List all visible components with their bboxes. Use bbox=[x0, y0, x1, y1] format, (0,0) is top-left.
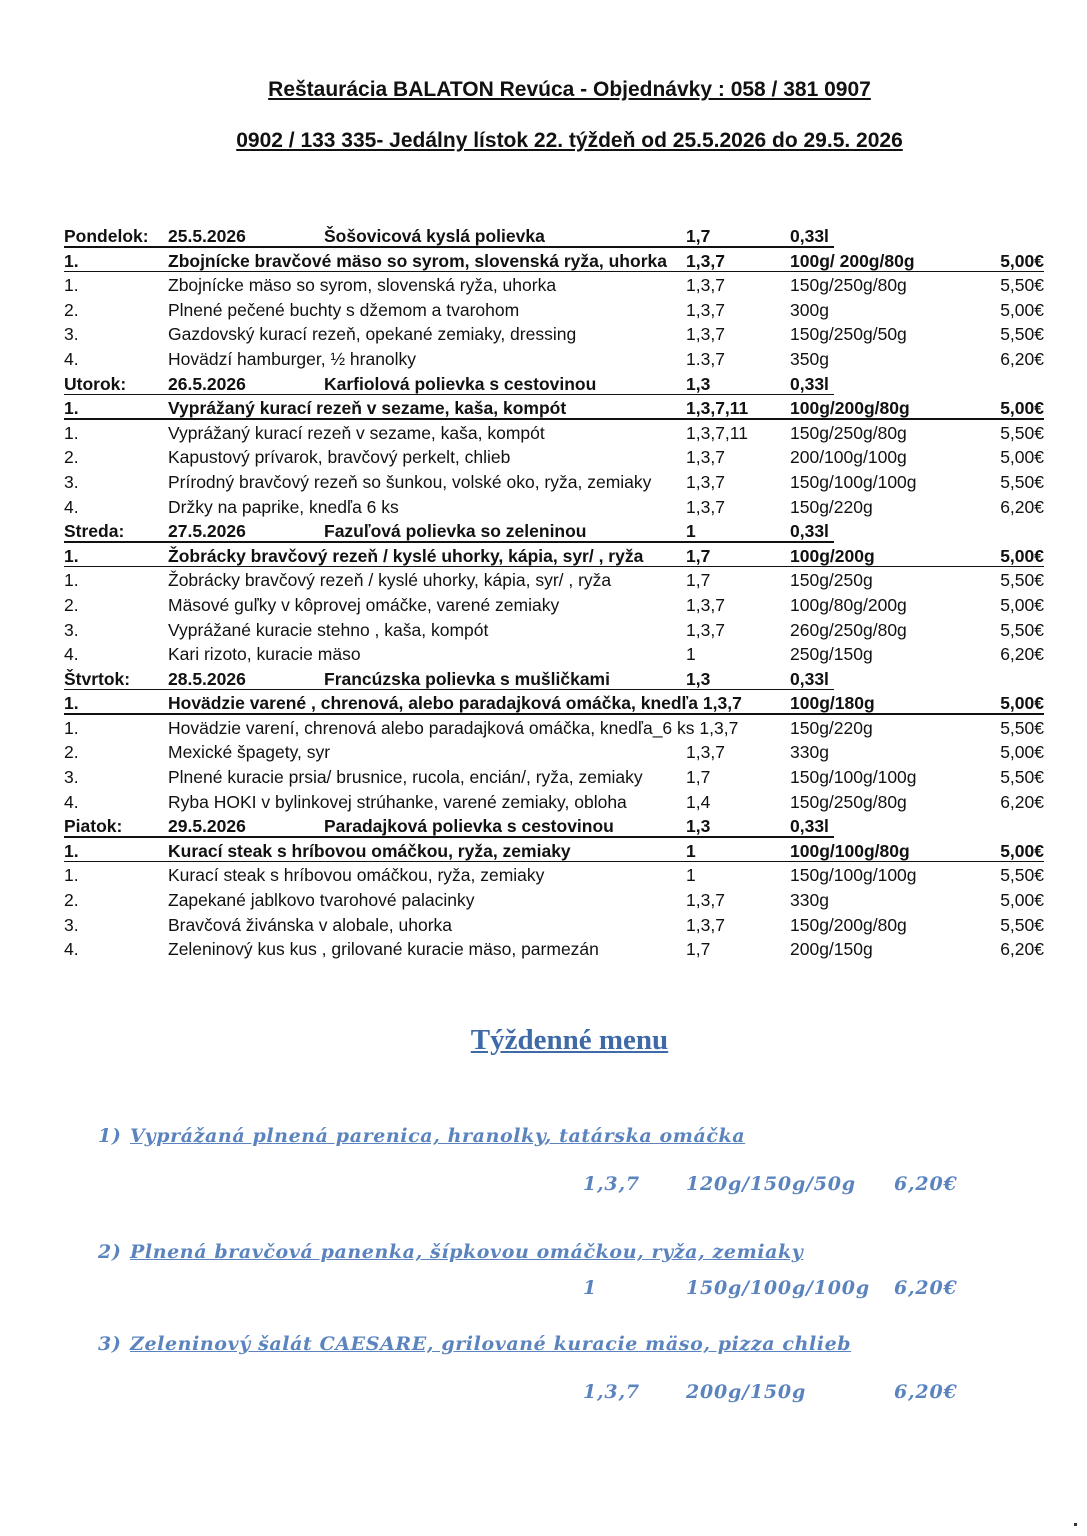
item-price: 5,00€ bbox=[1000, 447, 1044, 468]
item-allergens: 1,3,7 bbox=[686, 447, 725, 468]
item-weight: 100g/ 200g/80g bbox=[790, 250, 915, 271]
menu-item-row bbox=[64, 322, 1044, 347]
item-weight: 150g/250g/80g bbox=[790, 791, 907, 812]
item-weight: 200g/150g bbox=[790, 939, 873, 960]
soup-name: Paradajková polievka s cestovinou bbox=[324, 816, 614, 837]
item-number: 2. bbox=[64, 447, 79, 468]
soup-name: Karfiolová polievka s cestovinou bbox=[324, 373, 597, 394]
item-price: 6,20€ bbox=[1000, 644, 1044, 665]
item-name: Prírodný bravčový rezeň so šunkou, volské oko, ryža, zemiaky bbox=[168, 471, 652, 492]
day-row bbox=[64, 372, 1044, 397]
item-price: 5,00€ bbox=[1000, 545, 1044, 566]
item-weight: 350g bbox=[790, 348, 829, 369]
item-weight: 100g/200g/80g bbox=[790, 398, 910, 419]
day-date: 28.5.2026 bbox=[168, 668, 246, 689]
item-weight: 150g/250g/80g bbox=[790, 422, 907, 443]
item-number: 1. bbox=[64, 570, 79, 591]
item-name: Hovädzie varení, chrenová alebo paradajková omáčka, knedľa_6 ks 1,3,7 bbox=[168, 717, 739, 738]
item-weight: 100g/100g/80g bbox=[790, 840, 910, 861]
item-name: Zbojnícke mäso so syrom, slovenská ryža, uhorka bbox=[168, 275, 557, 296]
weekly-item-allergens: 1,3,7 bbox=[583, 1173, 640, 1195]
item-name: Gazdovský kurací rezeň, opekané zemiaky, dressing bbox=[168, 324, 577, 345]
item-number: 4. bbox=[64, 644, 79, 665]
item-price: 6,20€ bbox=[1000, 348, 1044, 369]
weekly-item bbox=[98, 1333, 851, 1355]
weekly-item-weight: 200g/150g bbox=[686, 1381, 807, 1403]
day-date: 26.5.2026 bbox=[168, 373, 246, 394]
day-row bbox=[64, 519, 1044, 544]
menu-item-row bbox=[64, 618, 1044, 643]
item-name: Držky na paprike, knedľa 6 ks bbox=[168, 496, 399, 517]
day-date: 29.5.2026 bbox=[168, 816, 246, 837]
item-allergens: 1,3,7 bbox=[686, 250, 725, 271]
item-price: 5,50€ bbox=[1000, 570, 1044, 591]
item-number: 1. bbox=[64, 422, 79, 443]
soup-allergens: 1,3 bbox=[686, 668, 711, 689]
menu-item-row bbox=[64, 937, 1044, 962]
weekly-item-number: 3) bbox=[98, 1333, 122, 1355]
menu-item-row bbox=[64, 495, 1044, 520]
day-name: Pondelok: bbox=[64, 226, 149, 246]
soup-allergens: 1,3 bbox=[686, 816, 711, 837]
item-number: 1. bbox=[64, 545, 79, 566]
day-name: Štvrtok: bbox=[64, 668, 131, 689]
item-name: Mäsové guľky v kôprovej omáčke, varené zemiaky bbox=[168, 594, 560, 615]
item-number: 4. bbox=[64, 791, 79, 812]
item-weight: 150g/220g bbox=[790, 496, 873, 517]
item-allergens: 1,3,7 bbox=[686, 471, 725, 492]
day-date: 27.5.2026 bbox=[168, 521, 246, 542]
menu-item-row bbox=[64, 642, 1044, 667]
item-name: Vyprážané kuracie stehno , kaša, kompót bbox=[168, 619, 489, 640]
day-date: 25.5.2026 bbox=[168, 226, 246, 246]
item-price: 5,00€ bbox=[1000, 890, 1044, 911]
item-number: 1. bbox=[64, 840, 79, 861]
item-allergens: 1,3,7 bbox=[686, 594, 725, 615]
item-number: 1. bbox=[64, 398, 79, 419]
item-number: 1. bbox=[64, 693, 79, 714]
item-weight: 150g/100g/100g bbox=[790, 767, 917, 788]
menu-item-row bbox=[64, 913, 1044, 938]
item-allergens: 1 bbox=[686, 840, 696, 861]
item-price: 6,20€ bbox=[1000, 496, 1044, 517]
item-price: 5,00€ bbox=[1000, 398, 1044, 419]
item-weight: 150g/100g/100g bbox=[790, 471, 917, 492]
item-allergens: 1,7 bbox=[686, 767, 711, 788]
menu-item-row bbox=[64, 273, 1044, 298]
item-number: 4. bbox=[64, 348, 79, 369]
menu-item-row bbox=[64, 421, 1044, 446]
weekly-menu-title: Týždenné menu bbox=[470, 1024, 669, 1056]
item-weight: 100g/200g bbox=[790, 545, 875, 566]
weekly-item-name: Zeleninový šalát CAESARE, grilované kuracie mäso, pizza chlieb bbox=[130, 1333, 852, 1355]
soup-name: Šošovicová kyslá polievka bbox=[324, 226, 545, 246]
item-number: 2. bbox=[64, 742, 79, 763]
item-price: 5,50€ bbox=[1000, 275, 1044, 296]
item-weight: 150g/250g/50g bbox=[790, 324, 907, 345]
item-number: 2. bbox=[64, 299, 79, 320]
page-dot bbox=[1074, 1523, 1077, 1526]
menu-week-header: 0902 / 133 335- Jedálny lístok 22. týždeň od 25.5.2026 do 29.5. 2026 bbox=[236, 129, 903, 152]
item-name: Ryba HOKI v bylinkovej strúhanke, varené zemiaky, obloha bbox=[168, 791, 627, 812]
soup-volume: 0,33l bbox=[790, 373, 829, 394]
item-price: 5,00€ bbox=[1000, 299, 1044, 320]
weekly-item-price: 6,20€ bbox=[894, 1277, 958, 1299]
item-name: Kurací steak s hríbovou omáčkou, ryža, zemiaky bbox=[168, 840, 571, 861]
item-number: 4. bbox=[64, 496, 79, 517]
item-price: 5,50€ bbox=[1000, 471, 1044, 492]
item-number: 3. bbox=[64, 914, 79, 935]
item-name: Kapustový prívarok, bravčový perkelt, chlieb bbox=[168, 447, 511, 468]
weekly-item-allergens: 1 bbox=[583, 1277, 598, 1299]
item-name: Žobrácky bravčový rezeň / kyslé uhorky, kápia, syr/ , ryža bbox=[168, 570, 612, 591]
menu-item-row bbox=[64, 298, 1044, 323]
weekly-item-number: 2) bbox=[98, 1241, 122, 1263]
item-price: 5,00€ bbox=[1000, 693, 1044, 714]
item-number: 4. bbox=[64, 939, 79, 960]
item-price: 5,50€ bbox=[1000, 324, 1044, 345]
daily-menu-table bbox=[64, 224, 1044, 962]
item-price: 5,50€ bbox=[1000, 717, 1044, 738]
item-allergens: 1,7 bbox=[686, 545, 711, 566]
menu-item-row bbox=[64, 888, 1044, 913]
soup-allergens: 1 bbox=[686, 521, 696, 542]
item-weight: 150g/250g bbox=[790, 570, 873, 591]
day-row bbox=[64, 667, 1044, 692]
menu-item-row bbox=[64, 740, 1044, 765]
item-price: 5,50€ bbox=[1000, 865, 1044, 886]
menu-item-row bbox=[64, 593, 1044, 618]
item-allergens: 1,3,7,11 bbox=[686, 422, 748, 443]
menu-item-row bbox=[64, 716, 1044, 741]
item-allergens: 1,3,7 bbox=[686, 742, 725, 763]
item-name: Plnené kuracie prsia/ brusnice, rucola, encián/, ryža, zemiaky bbox=[168, 767, 643, 788]
soup-volume: 0,33l bbox=[790, 668, 829, 689]
item-name: Zapekané jablkovo tvarohové palacinky bbox=[168, 890, 475, 911]
menu-item-row bbox=[64, 445, 1044, 470]
item-name: Hovädzí hamburger, ½ hranolky bbox=[168, 348, 417, 369]
item-price: 5,00€ bbox=[1000, 840, 1044, 861]
item-price: 5,00€ bbox=[1000, 250, 1044, 271]
item-name: Kurací steak s hríbovou omáčkou, ryža, zemiaky bbox=[168, 865, 545, 886]
item-number: 3. bbox=[64, 471, 79, 492]
item-price: 5,50€ bbox=[1000, 914, 1044, 935]
item-allergens: 1,3,7 bbox=[686, 890, 725, 911]
soup-name: Fazuľová polievka so zeleninou bbox=[324, 521, 587, 542]
item-allergens: 1,3,7 bbox=[686, 496, 725, 517]
weekly-item-price: 6,20€ bbox=[894, 1381, 958, 1403]
item-weight: 330g bbox=[790, 742, 829, 763]
soup-name: Francúzska polievka s mušličkami bbox=[324, 668, 610, 689]
item-allergens: 1.3,7 bbox=[686, 348, 725, 369]
menu-special-row bbox=[64, 839, 1044, 864]
soup-volume: 0,33l bbox=[790, 521, 829, 542]
item-weight: 100g/180g bbox=[790, 693, 875, 714]
item-price: 6,20€ bbox=[1000, 939, 1044, 960]
item-weight: 330g bbox=[790, 890, 829, 911]
restaurant-header: Reštaurácia BALATON Revúca - Objednávky : 058 / 381 0907 bbox=[268, 78, 871, 101]
soup-volume: 0,33l bbox=[790, 226, 829, 246]
item-allergens: 1 bbox=[686, 865, 696, 886]
soup-allergens: 1,7 bbox=[686, 226, 711, 246]
item-weight: 300g bbox=[790, 299, 829, 320]
item-name: Vyprážaný kurací rezeň v sezame, kaša, kompót bbox=[168, 398, 567, 419]
item-allergens: 1,7 bbox=[686, 570, 711, 591]
item-price: 5,00€ bbox=[1000, 742, 1044, 763]
weekly-item-name: Vyprážaná plnená parenica, hranolky, tatárska omáčka bbox=[130, 1125, 746, 1147]
item-allergens: 1,4 bbox=[686, 791, 711, 812]
item-number: 1. bbox=[64, 250, 79, 271]
day-row bbox=[64, 224, 1044, 249]
item-price: 5,50€ bbox=[1000, 619, 1044, 640]
menu-item-row bbox=[64, 790, 1044, 815]
item-name: Žobrácky bravčový rezeň / kyslé uhorky, kápia, syr/ , ryža bbox=[168, 545, 644, 566]
item-name: Kari rizoto, kuracie mäso bbox=[168, 644, 361, 665]
weekly-item bbox=[98, 1241, 803, 1263]
weekly-item-weight: 120g/150g/50g bbox=[686, 1173, 856, 1195]
day-name: Utorok: bbox=[64, 373, 127, 394]
item-price: 5,50€ bbox=[1000, 422, 1044, 443]
menu-item-row bbox=[64, 765, 1044, 790]
soup-allergens: 1,3 bbox=[686, 373, 711, 394]
day-name: Streda: bbox=[64, 521, 125, 542]
item-name: Plnené pečené buchty s džemom a tvarohom bbox=[168, 299, 520, 320]
item-name: Mexické špagety, syr bbox=[168, 742, 331, 763]
item-number: 2. bbox=[64, 890, 79, 911]
item-allergens: 1 bbox=[686, 644, 696, 665]
item-allergens: 1,3,7,11 bbox=[686, 398, 749, 419]
item-name: Hovädzie varené , chrenová, alebo paradajková omáčka, knedľa 1,3,7 bbox=[168, 693, 742, 714]
weekly-item bbox=[98, 1125, 745, 1147]
item-number: 3. bbox=[64, 324, 79, 345]
soup-volume: 0,33l bbox=[790, 816, 829, 837]
day-row bbox=[64, 814, 1044, 839]
menu-item-row bbox=[64, 568, 1044, 593]
item-price: 5,50€ bbox=[1000, 767, 1044, 788]
item-weight: 260g/250g/80g bbox=[790, 619, 907, 640]
weekly-item-price: 6,20€ bbox=[894, 1173, 958, 1195]
menu-special-row bbox=[64, 544, 1044, 569]
item-weight: 200/100g/100g bbox=[790, 447, 907, 468]
item-name: Bravčová živánska v alobale, uhorka bbox=[168, 914, 453, 935]
item-allergens: 1,7 bbox=[686, 939, 711, 960]
item-number: 2. bbox=[64, 594, 79, 615]
item-allergens: 1,3,7 bbox=[686, 619, 725, 640]
item-allergens: 1,3,7 bbox=[686, 275, 725, 296]
item-price: 6,20€ bbox=[1000, 791, 1044, 812]
weekly-item-weight: 150g/100g/100g bbox=[686, 1277, 870, 1299]
menu-item-row bbox=[64, 347, 1044, 372]
weekly-item-name: Plnená bravčová panenka, šípkovou omáčkou, ryža, zemiaky bbox=[130, 1241, 804, 1263]
item-number: 1. bbox=[64, 865, 79, 886]
item-price: 5,00€ bbox=[1000, 594, 1044, 615]
menu-item-row bbox=[64, 470, 1044, 495]
menu-special-row bbox=[64, 249, 1044, 274]
item-weight: 150g/100g/100g bbox=[790, 865, 917, 886]
item-number: 1. bbox=[64, 717, 79, 738]
item-weight: 100g/80g/200g bbox=[790, 594, 907, 615]
weekly-item-allergens: 1,3,7 bbox=[583, 1381, 640, 1403]
item-name: Vyprážaný kurací rezeň v sezame, kaša, kompót bbox=[168, 422, 545, 443]
menu-special-row bbox=[64, 691, 1044, 716]
item-allergens: 1,3,7 bbox=[686, 324, 725, 345]
item-weight: 250g/150g bbox=[790, 644, 873, 665]
item-name: Zbojnícke bravčové mäso so syrom, slovenská ryža, uhorka bbox=[168, 250, 667, 271]
item-number: 3. bbox=[64, 619, 79, 640]
item-allergens: 1,3,7 bbox=[686, 914, 725, 935]
day-name: Piatok: bbox=[64, 816, 123, 837]
item-weight: 150g/220g bbox=[790, 717, 873, 738]
menu-item-row bbox=[64, 863, 1044, 888]
item-allergens: 1,3,7 bbox=[686, 299, 725, 320]
item-weight: 150g/200g/80g bbox=[790, 914, 907, 935]
weekly-item-number: 1) bbox=[98, 1125, 122, 1147]
item-number: 1. bbox=[64, 275, 79, 296]
menu-special-row bbox=[64, 396, 1044, 421]
item-number: 3. bbox=[64, 767, 79, 788]
item-name: Zeleninový kus kus , grilované kuracie mäso, parmezán bbox=[168, 939, 599, 960]
item-weight: 150g/250g/80g bbox=[790, 275, 907, 296]
